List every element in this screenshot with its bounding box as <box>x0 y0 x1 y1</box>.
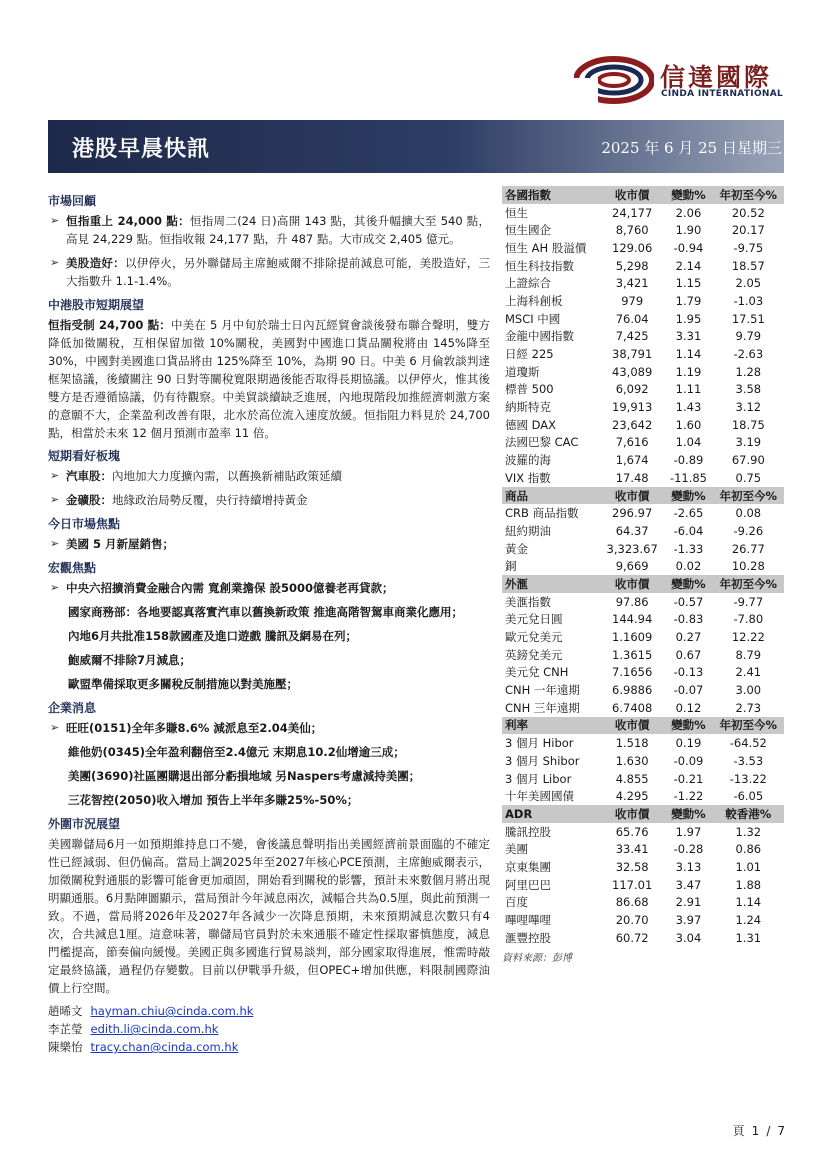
cell-value: -64.52 <box>729 736 767 751</box>
cell-value: 8.79 <box>735 647 762 662</box>
row-label: CNH 一年遠期 <box>505 683 580 698</box>
row-label: 恒生 <box>505 205 528 220</box>
cell-value: 3,421 <box>615 276 649 291</box>
column-header: 變動% <box>664 487 712 505</box>
table-row <box>502 858 784 876</box>
table-row <box>502 274 784 292</box>
cell-value: -0.89 <box>673 453 704 468</box>
cell-value: 19,913 <box>612 400 653 415</box>
market-data-table <box>502 186 784 947</box>
row-label: 歐元兌美元 <box>505 630 563 645</box>
cell-value: -1.22 <box>673 789 704 804</box>
row-label: 上海科創板 <box>505 293 563 308</box>
cell-value: 144.94 <box>612 612 653 627</box>
column-header: 年初至今% <box>713 717 784 735</box>
cell-value: 2.06 <box>675 205 702 220</box>
cell-value: 7.1656 <box>612 665 653 680</box>
commentary-column <box>48 188 490 1056</box>
cell-value: 1.14 <box>735 895 762 910</box>
cell-value: -0.94 <box>673 240 704 255</box>
row-label: 法國巴黎 CAC <box>505 435 579 450</box>
cell-value: 2.41 <box>735 665 762 680</box>
cell-value: 0.67 <box>675 647 702 662</box>
column-header: 變動% <box>664 805 712 823</box>
cell-value: 1.14 <box>675 347 702 362</box>
cell-value: 117.01 <box>612 877 653 892</box>
column-header: 年初至今% <box>713 186 784 204</box>
table-row <box>502 699 784 717</box>
row-label: 標普 500 <box>505 382 554 397</box>
cell-value: -6.04 <box>673 523 704 538</box>
cell-value: 17.48 <box>615 470 649 485</box>
cell-value: 18.57 <box>731 258 765 273</box>
table-row <box>502 894 784 912</box>
column-header: 收市價 <box>600 717 664 735</box>
cell-value: 0.27 <box>675 630 702 645</box>
cell-value: 7,425 <box>615 329 649 344</box>
cell-value: 18.75 <box>731 417 765 432</box>
page-total: 7 <box>777 1124 786 1138</box>
cell-value: 1.04 <box>675 435 702 450</box>
table-section-header <box>502 805 784 823</box>
cell-value: -2.65 <box>673 506 704 521</box>
cell-value: 9.79 <box>735 329 762 344</box>
table-row <box>502 434 784 452</box>
contact-name: 李芷瑩 <box>48 1022 83 1036</box>
corp-item: 美團(3690)社區團購退出部分虧損地域 另Naspers考慮減持美團； <box>68 769 421 783</box>
cell-value: 7,616 <box>615 435 649 450</box>
cell-value: -9.26 <box>733 523 764 538</box>
column-header: 年初至今% <box>713 575 784 593</box>
table-row <box>502 522 784 540</box>
table-row <box>502 681 784 699</box>
cinda-logo <box>574 56 784 104</box>
macro-item: 國家商務部：各地要認真落實汽車以舊換新政策 推進高階智駕車商業化應用； <box>68 605 463 619</box>
cell-value: -0.21 <box>673 771 704 786</box>
cell-value: 0.86 <box>735 842 762 857</box>
row-label: 十年美國國債 <box>505 789 574 804</box>
row-label: 銅 <box>505 559 517 574</box>
table-row <box>502 646 784 664</box>
bullet-bold: 金礦股： <box>66 493 112 507</box>
contact-name: 陳樂怡 <box>48 1040 83 1054</box>
column-header: 商品 <box>502 487 600 505</box>
cell-value: 0.75 <box>735 470 762 485</box>
heading-macro: 宏觀焦點 <box>48 561 97 575</box>
table-row <box>502 257 784 275</box>
cell-value: 3.31 <box>675 329 702 344</box>
cell-value: 6.7408 <box>612 700 653 715</box>
column-header: 收市價 <box>600 575 664 593</box>
row-label: CNH 三年遠期 <box>505 700 580 715</box>
cell-value: -0.09 <box>673 753 704 768</box>
cell-value: 24,177 <box>612 205 653 220</box>
cell-value: 0.02 <box>675 559 702 574</box>
cell-value: 5,298 <box>615 258 649 273</box>
table-row <box>502 204 784 222</box>
contact-row <box>48 1038 490 1056</box>
column-header: 較香港% <box>713 805 784 823</box>
row-label: 3 個月 Hibor <box>505 736 574 751</box>
column-header: 利率 <box>502 717 600 735</box>
page-number <box>730 1122 789 1139</box>
cell-value: 1.518 <box>615 736 649 751</box>
bullet-text: 以伊停火，另外聯儲局主席鮑威爾不排除提前減息可能，美股造好，三大指數升 1.1-1.4%。 <box>66 256 491 288</box>
cell-value: 1.1609 <box>612 630 653 645</box>
cell-value: 64.37 <box>615 523 649 538</box>
table-row <box>502 557 784 575</box>
cell-value: 1.79 <box>675 293 702 308</box>
table-row <box>502 540 784 558</box>
table-row <box>502 911 784 929</box>
page-label: 頁 <box>732 1124 746 1138</box>
cell-value: 3.00 <box>735 683 762 698</box>
report-banner <box>48 120 784 173</box>
cell-value: 1.60 <box>675 417 702 432</box>
cell-value: -0.83 <box>673 612 704 627</box>
heading-external: 外圍市況展望 <box>48 817 121 831</box>
row-label: 百度 <box>505 895 528 910</box>
corp-item: 維他奶(0345)全年盈利翻倍至2.4億元 末期息10.2仙增逾三成； <box>68 745 405 759</box>
cell-value: 33.41 <box>615 842 649 857</box>
table-row <box>502 876 784 894</box>
row-label: 紐約期油 <box>505 523 551 538</box>
cell-value: 3,323.67 <box>606 541 658 556</box>
table-row <box>502 823 784 841</box>
row-label: 英鎊兌美元 <box>505 647 563 662</box>
bullet-text: 內地加大力度擴內需，以舊換新補貼政策延續 <box>112 469 342 483</box>
cell-value: 1,674 <box>615 453 649 468</box>
table-row <box>502 628 784 646</box>
table-section-header <box>502 186 784 204</box>
cell-value: 8,760 <box>615 223 649 238</box>
page-current: 1 <box>751 1124 761 1138</box>
cell-value: -0.28 <box>673 842 704 857</box>
row-label: 3 個月 Libor <box>505 771 572 786</box>
contact-email-link[interactable]: hayman.chiu@cinda.com.hk <box>90 1004 254 1018</box>
outlook-paragraph <box>48 316 490 442</box>
cell-value: 129.06 <box>612 240 653 255</box>
table-section-header <box>502 717 784 735</box>
report-title: 港股早晨快訊 <box>72 137 211 162</box>
cell-value: 67.90 <box>731 453 765 468</box>
row-label: 京東集團 <box>505 859 551 874</box>
contact-email-link[interactable]: tracy.chan@cinda.com.hk <box>90 1040 239 1054</box>
table-row <box>502 611 784 629</box>
column-header: 外滙 <box>502 575 600 593</box>
cell-value: 3.58 <box>735 382 762 397</box>
cell-value: 1.630 <box>615 753 649 768</box>
table-row <box>502 345 784 363</box>
cell-value: 2.05 <box>735 276 762 291</box>
contact-name: 趙晞文 <box>48 1004 83 1018</box>
row-label: 美元兌日圓 <box>505 612 563 627</box>
table-section-header <box>502 487 784 505</box>
heading-sectors: 短期看好板塊 <box>48 449 121 463</box>
row-label: 騰訊控股 <box>505 824 551 839</box>
cell-value: -7.80 <box>733 612 764 627</box>
cell-value: 3.12 <box>735 400 762 415</box>
table-row <box>502 469 784 487</box>
contact-email-link[interactable]: edith.li@cinda.com.hk <box>90 1022 219 1036</box>
row-label: 美團 <box>505 842 528 857</box>
cell-value: -0.07 <box>673 683 704 698</box>
macro-item: 歐盟準備採取更多關稅反制措施以對美施壓； <box>68 677 298 691</box>
bullet-macro: ➢ 中央六招擴消費金融合內需 寬創業擔保 設5000億養老再貸款； <box>48 579 490 597</box>
column-header: 收市價 <box>600 186 664 204</box>
cell-value: 296.97 <box>612 506 653 521</box>
column-header: 變動% <box>664 186 712 204</box>
row-label: MSCI 中國 <box>505 311 561 326</box>
cell-value: 1.31 <box>735 930 762 945</box>
cell-value: 60.72 <box>615 930 649 945</box>
cell-value: -0.13 <box>673 665 704 680</box>
cell-value: 6.9886 <box>612 683 653 698</box>
report-date: 2025 年 6 月 25 日星期三 <box>601 139 782 157</box>
table-row <box>502 398 784 416</box>
row-label: 嗶哩嗶哩 <box>505 913 551 928</box>
table-row <box>502 593 784 611</box>
row-label: 道瓊斯 <box>505 364 540 379</box>
column-header: 變動% <box>664 717 712 735</box>
cell-value: -9.75 <box>733 240 764 255</box>
table-row <box>502 504 784 522</box>
table-row <box>502 752 784 770</box>
cell-value: 2.14 <box>675 258 702 273</box>
cell-value: 20.70 <box>615 913 649 928</box>
bullet-bold: 汽車股： <box>66 469 112 483</box>
cell-value: 20.17 <box>731 223 765 238</box>
data-source: 資料來源：彭博 <box>502 952 572 964</box>
cell-value: -11.85 <box>669 470 707 485</box>
heading-hk-outlook: 中港股市短期展望 <box>48 298 145 312</box>
cell-value: -2.63 <box>733 347 764 362</box>
row-label: CRB 商品指數 <box>505 506 579 521</box>
corp-item: 三花智控(2050)收入增加 預告上半年多賺25%-50%； <box>68 793 359 807</box>
logo-english-name: CINDA INTERNATIONAL <box>661 89 784 99</box>
contact-row <box>48 1002 490 1020</box>
cell-value: 1.19 <box>675 364 702 379</box>
cell-value: -1.03 <box>733 293 764 308</box>
cell-value: 1.97 <box>675 824 702 839</box>
cell-value: -1.33 <box>673 541 704 556</box>
cell-value: 1.88 <box>735 877 762 892</box>
row-label: 恒生科技指數 <box>505 258 574 273</box>
heading-focus: 今日市場焦點 <box>48 517 121 531</box>
cell-value: 4.855 <box>615 771 649 786</box>
cell-value: 3.19 <box>735 435 762 450</box>
cell-value: 3.47 <box>675 877 702 892</box>
bullet-text: 地緣政治局勢反覆，央行持續增持黃金 <box>112 493 308 507</box>
table-row <box>502 734 784 752</box>
cell-value: 97.86 <box>615 594 649 609</box>
row-label: 恒生國企 <box>505 223 551 238</box>
table-row <box>502 292 784 310</box>
cell-value: 3.97 <box>675 913 702 928</box>
cell-value: 3.13 <box>675 859 702 874</box>
table-row <box>502 840 784 858</box>
cell-value: 1.28 <box>735 364 762 379</box>
row-label: 黃金 <box>505 541 528 556</box>
cell-value: -3.53 <box>733 753 764 768</box>
logo-chinese-name: 信達國際 <box>660 63 773 92</box>
bullet-bold: 美股造好： <box>66 256 125 270</box>
cell-value: 20.52 <box>731 205 765 220</box>
column-header: 年初至今% <box>713 487 784 505</box>
bullet-us-stocks <box>48 254 490 290</box>
row-label: 納斯特克 <box>505 400 551 415</box>
row-label: 恒生 AH 股溢價 <box>505 240 587 255</box>
column-header: 各國指數 <box>502 186 600 204</box>
cell-value: 1.90 <box>675 223 702 238</box>
column-header: 收市價 <box>600 805 664 823</box>
row-label: 3 個月 Shibor <box>505 753 580 768</box>
heading-corp: 企業消息 <box>48 701 97 715</box>
table-row <box>502 221 784 239</box>
cell-value: 0.12 <box>675 700 702 715</box>
cell-value: 1.95 <box>675 311 702 326</box>
bullet-gold <box>48 491 490 509</box>
row-label: 滙豐控股 <box>505 930 551 945</box>
bullet-focus: ➢ 美國 5 月新屋銷售； <box>48 535 490 553</box>
column-header: 收市價 <box>600 487 664 505</box>
cell-value: 23,642 <box>612 417 653 432</box>
cell-value: -13.22 <box>729 771 767 786</box>
cell-value: 76.04 <box>615 311 649 326</box>
cell-value: 38,791 <box>612 347 653 362</box>
macro-item: 內地6月共批准158款國產及進口遊戲 騰訊及網易在列； <box>68 629 358 643</box>
cell-value: 6,092 <box>615 382 649 397</box>
table-section-header <box>502 575 784 593</box>
cell-value: 3.04 <box>675 930 702 945</box>
cell-value: 0.08 <box>735 506 762 521</box>
cell-value: 979 <box>621 293 644 308</box>
column-header: 變動% <box>664 575 712 593</box>
row-label: 上證綜合 <box>505 276 551 291</box>
contact-row <box>48 1020 490 1038</box>
bullet-corp: ➢ 旺旺(0151)全年多賺8.6% 減派息至2.04美仙； <box>48 719 490 737</box>
cell-value: 9,669 <box>615 559 649 574</box>
bullet-text: 恒指周二(24 日)高開 143 點，其後升幅擴大至 540 點，高見 24,229 點。恒指收報 24,177 點，升 487 點。大市成交 2,405 億元。 <box>66 214 490 246</box>
cell-value: 43,089 <box>612 364 653 379</box>
market-data-panel <box>502 186 784 964</box>
table-row <box>502 381 784 399</box>
cell-value: 1.32 <box>735 824 762 839</box>
cell-value: 12.22 <box>731 630 765 645</box>
row-label: VIX 指數 <box>505 470 551 485</box>
table-row <box>502 664 784 682</box>
table-row <box>502 451 784 469</box>
row-label: 美元兌 CNH <box>505 665 569 680</box>
row-label: 阿里巴巴 <box>505 877 551 892</box>
table-row <box>502 363 784 381</box>
page-sep: / <box>766 1124 772 1138</box>
cell-value: -9.77 <box>733 594 764 609</box>
cell-value: 2.91 <box>675 895 702 910</box>
cell-value: 26.77 <box>731 541 765 556</box>
macro-item: 鮑威爾不排除7月減息； <box>68 653 192 667</box>
outlook-text: 中美在 5 月中旬於瑞士日內瓦經貿會談後發布聯合聲明，雙方降低加徵關稅，互相保留加徵 10%關稅，美國對中國進口貨品關稅將由 145%降至 30%，中國對美國進口貨品將由 125%降至 10%，為期 90 日。中美 6 月倫敦談判達框架協議，後續關注 90 日對等關稅寬限期過後能否取得長期協議。以伊停火，惟其後雙方是否遵循協議，仍有待觀察。中美貿談續缺乏進展，內地現階段加推經濟刺激方案的意願不大，企業盈利改善有限，北水於高位流入速度放緩。恒指阻力料見於 24,700 點，相當於未來 12 個月預測市盈率 11 倍。 <box>48 318 490 440</box>
cell-value: 10.28 <box>731 559 765 574</box>
external-paragraph: 美國聯儲局6月一如預期維持息口不變，會後議息聲明指出美國經濟前景面臨的不確定性已經減弱、但仍偏高。當局上調2025年至2027年核心PCE預測，主席鮑威爾表示，加徵關稅對通脹的影響可能會更加頑固，開始看到關稅的影響，預計未來數個月將出現明顯通脹。6月點陣圖顯示，當局預計今年減息兩次，減幅合共為0.5厘，與此前預測一致。不過，當局將2026年及2027年各減少一次降息預期，未來預期減息次數只有4次，合共減息1厘。這意味著，聯儲局官員對於未來通脹不確定性採取審慎態度，減息門檻提高，節奏偏向緩慢。美國正與多國進行貿易談判，部分國家取得進展，惟需時敲定最終協議，過程仍存變數。目前以伊戰爭升級，但OPEC+增加供應，料限制國際油價上行空間。 <box>48 837 490 995</box>
cinda-emblem-icon <box>574 56 654 104</box>
cell-value: 86.68 <box>615 895 649 910</box>
table-row <box>502 416 784 434</box>
cell-value: 0.19 <box>675 736 702 751</box>
table-row <box>502 310 784 328</box>
cell-value: 4.295 <box>615 789 649 804</box>
bullet-hsi <box>48 212 490 248</box>
cell-value: 2.73 <box>735 700 762 715</box>
row-label: 美滙指數 <box>505 594 551 609</box>
cell-value: 1.43 <box>675 400 702 415</box>
cell-value: 1.3615 <box>612 647 653 662</box>
table-row <box>502 328 784 346</box>
cell-value: 17.51 <box>731 311 765 326</box>
heading-market-review: 市場回顧 <box>48 194 97 208</box>
cell-value: 1.15 <box>675 276 702 291</box>
row-label: 金龍中國指數 <box>505 329 574 344</box>
row-label: 德國 DAX <box>505 417 557 432</box>
cell-value: 1.01 <box>735 859 762 874</box>
cell-value: 1.11 <box>675 382 702 397</box>
outlook-bold: 恒指受制 24,700 點： <box>48 318 171 332</box>
cell-value: -6.05 <box>733 789 764 804</box>
column-header: ADR <box>502 805 600 823</box>
cell-value: 1.24 <box>735 913 762 928</box>
cell-value: 32.58 <box>615 859 649 874</box>
bullet-auto <box>48 467 490 485</box>
table-row <box>502 787 784 805</box>
cell-value: 65.76 <box>615 824 649 839</box>
row-label: 波羅的海 <box>505 453 551 468</box>
cell-value: -0.57 <box>673 594 704 609</box>
table-row <box>502 929 784 947</box>
table-row <box>502 770 784 788</box>
bullet-bold: 恒指重上 24,000 點： <box>66 214 190 228</box>
row-label: 日經 225 <box>505 347 554 362</box>
table-row <box>502 239 784 257</box>
